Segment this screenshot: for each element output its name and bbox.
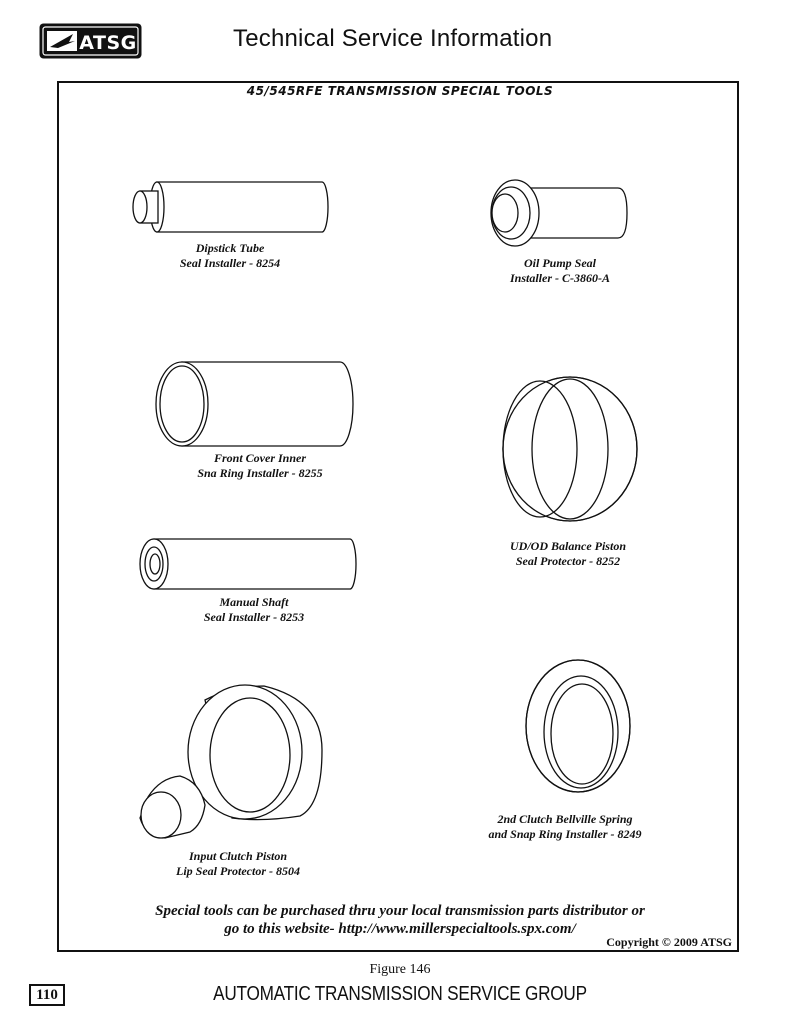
oil-pump-seal-installer-icon xyxy=(491,180,627,246)
header-title: Technical Service Information xyxy=(233,25,553,52)
figure-caption: Figure 146 xyxy=(369,962,431,977)
purchase-note: Special tools can be purchased thru your local transmission parts distributor or go to this website- http://www.millerspecialtools.spx.com/ xyxy=(155,903,645,937)
tool-label-bellville-spring: 2nd Clutch Bellville Spring and Snap Ring Installer - 8249 xyxy=(488,812,642,841)
balance-piston-seal-protector-icon xyxy=(503,377,637,521)
tool-label-front-cover-inner: Front Cover Inner Sna Ring Installer - 8255 xyxy=(197,451,323,480)
bellville-spring-installer-icon xyxy=(526,660,630,792)
tool-label-balance-piston: UD/OD Balance Piston Seal Protector - 8252 xyxy=(509,539,626,568)
copyright: Copyright © 2009 ATSG xyxy=(606,935,732,949)
front-cover-snap-ring-installer-icon xyxy=(156,362,353,446)
logo-text: ATSG xyxy=(79,32,137,54)
tool-label-manual-shaft: Manual Shaft Seal Installer - 8253 xyxy=(203,595,305,624)
page-number: 110 xyxy=(29,984,65,1006)
tool-label-oil-pump-seal: Oil Pump Seal Installer - C-3860-A xyxy=(509,256,610,285)
input-clutch-lip-seal-protector-icon xyxy=(140,685,322,838)
footer-title: AUTOMATIC TRANSMISSION SERVICE GROUP xyxy=(213,983,587,1005)
manual-shaft-seal-installer-icon xyxy=(140,539,356,589)
section-title: 45/545RFE TRANSMISSION SPECIAL TOOLS xyxy=(246,84,554,98)
dipstick-tube-seal-installer-icon xyxy=(133,182,328,232)
tool-label-input-clutch-piston: Input Clutch Piston Lip Seal Protector - 8504 xyxy=(176,849,300,878)
tool-label-dipstick-tube: Dipstick Tube Seal Installer - 8254 xyxy=(179,241,281,270)
